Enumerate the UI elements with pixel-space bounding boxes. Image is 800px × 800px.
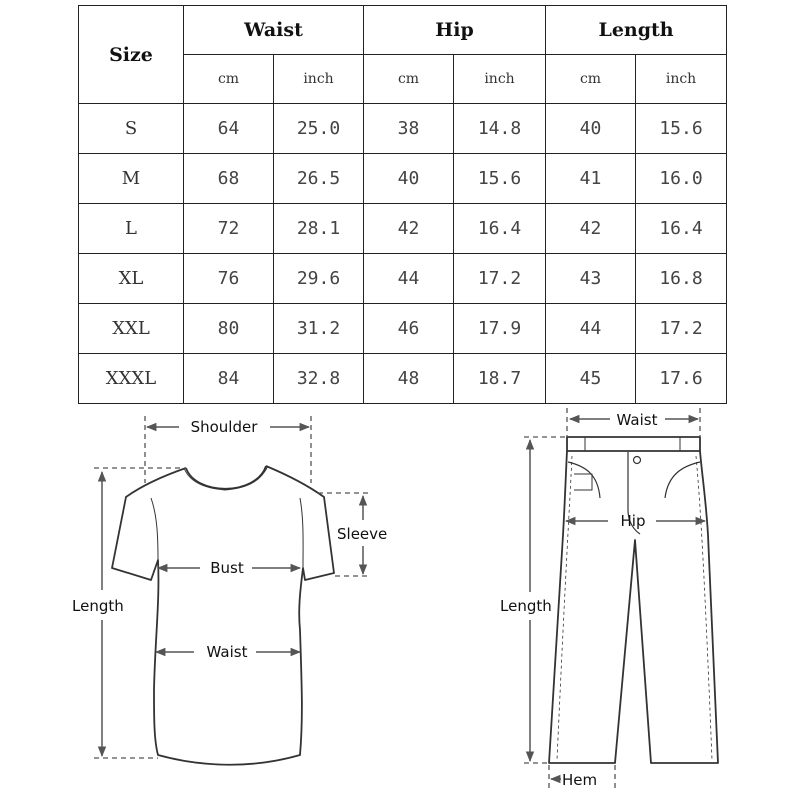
measurement-cell: 38 xyxy=(364,104,454,154)
measurement-cell: 18.7 xyxy=(454,354,546,404)
size-cell: XL xyxy=(79,254,184,304)
size-header: Size xyxy=(79,6,184,104)
measurement-cell: 64 xyxy=(184,104,274,154)
measurement-cell: 80 xyxy=(184,304,274,354)
measurement-cell: 17.2 xyxy=(454,254,546,304)
tshirt-measure-lines xyxy=(94,416,370,758)
measurement-cell: 43 xyxy=(546,254,636,304)
measurement-cell: 17.6 xyxy=(636,354,727,404)
measurement-cell: 25.0 xyxy=(274,104,364,154)
waist-group-header: Waist xyxy=(184,6,364,55)
measurement-cell: 76 xyxy=(184,254,274,304)
shirt-waist-label: Waist xyxy=(206,643,248,661)
measurement-cell: 72 xyxy=(184,204,274,254)
pants-illustration xyxy=(549,437,718,763)
tshirt-collar xyxy=(186,466,266,489)
measurement-cell: 16.4 xyxy=(454,204,546,254)
unit-header: cm xyxy=(364,55,454,104)
measurement-cell: 17.9 xyxy=(454,304,546,354)
pants-pocket-right xyxy=(665,462,700,498)
measurement-cell: 16.8 xyxy=(636,254,727,304)
pants-arrows xyxy=(530,419,705,779)
measurement-cell: 31.2 xyxy=(274,304,364,354)
tshirt-illustration xyxy=(112,466,334,765)
measurement-cell: 44 xyxy=(546,304,636,354)
tshirt-collar-inner xyxy=(184,466,268,490)
pants-waist-label: Waist xyxy=(616,411,658,429)
measurement-cell: 28.1 xyxy=(274,204,364,254)
measurement-cell: 40 xyxy=(546,104,636,154)
measurement-cell: 40 xyxy=(364,154,454,204)
sleeve-label: Sleeve xyxy=(337,525,388,543)
measurement-cell: 14.8 xyxy=(454,104,546,154)
hem-label: Hem xyxy=(562,771,598,789)
shoulder-label: Shoulder xyxy=(190,418,258,436)
measurement-cell: 32.8 xyxy=(274,354,364,404)
measurement-cell: 15.6 xyxy=(454,154,546,204)
tshirt-outline xyxy=(112,466,334,765)
tshirt-arrows xyxy=(102,427,363,756)
tshirt-sleeve-seam-left xyxy=(151,498,158,560)
hip-label: Hip xyxy=(620,512,646,530)
size-cell: XXXL xyxy=(79,354,184,404)
measurement-cell: 46 xyxy=(364,304,454,354)
measurement-cell: 68 xyxy=(184,154,274,204)
size-cell: XXL xyxy=(79,304,184,354)
measurement-cell: 29.6 xyxy=(274,254,364,304)
unit-header: cm xyxy=(184,55,274,104)
pants-outline xyxy=(549,451,718,763)
measurement-cell: 41 xyxy=(546,154,636,204)
measurement-cell: 44 xyxy=(364,254,454,304)
pants-coin-pocket xyxy=(574,474,592,490)
tshirt-sleeve-seam-right xyxy=(300,498,303,568)
bust-label: Bust xyxy=(210,559,244,577)
pants-button xyxy=(634,457,641,464)
unit-header: inch xyxy=(636,55,727,104)
size-cell: M xyxy=(79,154,184,204)
unit-header: cm xyxy=(546,55,636,104)
unit-header: inch xyxy=(274,55,364,104)
length-group-header: Length xyxy=(546,6,727,55)
pants-pocket-left xyxy=(568,462,600,498)
measurement-cell: 17.2 xyxy=(636,304,727,354)
hip-group-header: Hip xyxy=(364,6,546,55)
shirt-length-label: Length xyxy=(72,597,124,615)
measurement-cell: 42 xyxy=(364,204,454,254)
measurement-cell: 15.6 xyxy=(636,104,727,154)
measurement-cell: 84 xyxy=(184,354,274,404)
measurement-cell: 16.4 xyxy=(636,204,727,254)
measurement-cell: 48 xyxy=(364,354,454,404)
size-cell: S xyxy=(79,104,184,154)
measurement-cell: 16.0 xyxy=(636,154,727,204)
size-cell: L xyxy=(79,204,184,254)
measurement-cell: 42 xyxy=(546,204,636,254)
measurement-cell: 26.5 xyxy=(274,154,364,204)
pants-length-label: Length xyxy=(500,597,552,615)
unit-header: inch xyxy=(454,55,546,104)
pants-stitch-right xyxy=(696,456,712,760)
measurement-cell: 45 xyxy=(546,354,636,404)
